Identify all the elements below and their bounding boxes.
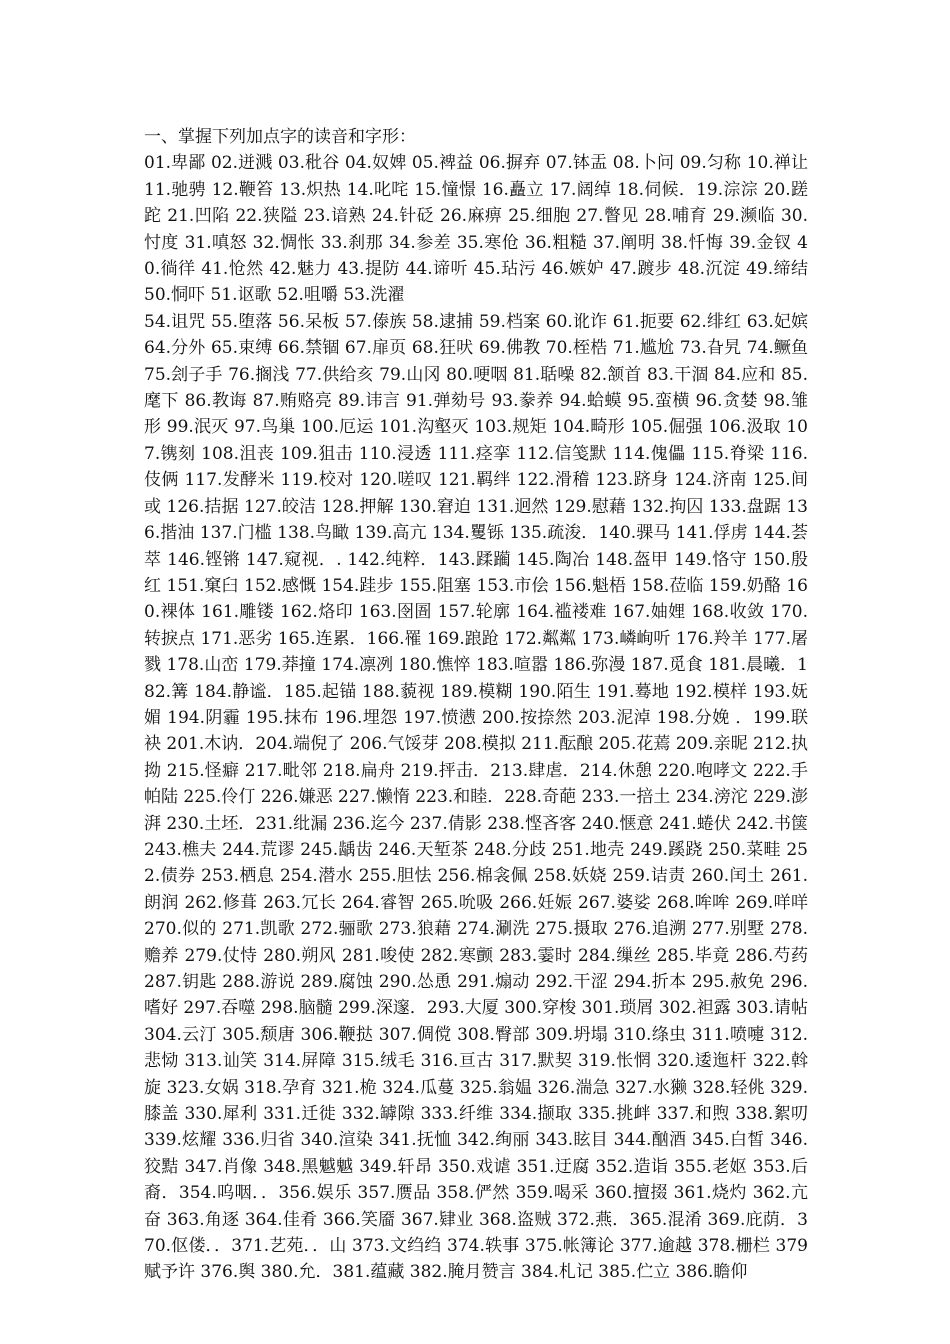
section-heading: 一、掌握下列加点字的读音和字形： (144, 127, 416, 147)
vocabulary-paragraph-2: 54.诅咒 55.堕落 56.呆板 57.傣族 58.逮捕 59.档案 60.讹诈 61.扼要 62.绯红 63.妃嫔 64.分外 65.束缚 66.禁锢 67.扉页 68.狂吠 69.佛教 70.桎梏 71.尴尬 73.旮旯 74.鳜鱼 75.刽子手 76.搁浅 77.供给亥 79.山冈 80.哽咽 81.聒噪 82.颔首 83.干涸 84.应和 85.麾下 86.教诲 87.贿赂亮 89.讳言 91.弹劾号 93.豢养 94.蛤蟆 95.蛮横 96.贪婪 98.雏形 99.泯灭 97.鸟巢 100.厄运 101.沟壑灭 103.规矩 104.畸形 105.倔强 106.汲取 107.镌刻 108.沮丧 109.狙击 110.浸透 111.痉挛 112.信笺默 114.傀儡 115.脊梁 116.伎俩 117.发酵米 119.校对 120.嗟叹 121.羁绊 122.滑稽 123.跻身 124.济南 125.间或 126.拮据 127.皎洁 128.押解 130.窘迫 131.迥然 129.慰藉 132.拘囚 133.盘踞 136.揩油 137.门槛 138.鸟瞰 139.高亢 134.矍铄 135.疏浚．140.骒马 141.俘虏 144.荟萃 146.铿锵 147.窥视．. 142.纯粹．143.蹂躏 145.陶冶 148.盔甲 149.恪守 150.殷红 151.窠臼 152.感慨 154.跬步 155.阻塞 153.市侩 156.魁梧 158.莅临 159.奶酪 160.裸体 161.雕镂 162.烙印 163.囹圄 157.轮廓 164.褴褛难 167.妯娌 168.收敛 170.转捩点 171.恶劣 165.连累．166.罹 169.踉跄 172.粼粼 173.嶙峋听 176.羚羊 177.屠戮 178.山峦 179.莽撞 174.凛冽 180.憔悴 183.喧嚣 186.弥漫 187.觅食 181.晨曦．182.篝 184.静谧．185.起锚 188.藐视 189.模糊 190.陌生 191.蓦地 192.模样 193.妩媚 194.阴霾 195.抹布 196.埋怨 197.愤懑 200.按捺然 203.泥淖 198.分娩 ．199.联袂 201.木讷．204.端倪了 206.气馁芽 208.模拟 211.酝酿 205.花蔫 209.亲昵 212.执拗 215.怪癖 217.毗邻 218.扁舟 219.抨击．213.肆虐．214.休憩 220.咆哮文 222.手帕陆 225.伶仃 226.嫌恶 227.懒惰 223.和睦．228.奇葩 233.一掊土 234.滂沱 229.澎湃 230.土坯．231.纰漏 236.迄今 237.倩影 238.悭吝客 240.惬意 241.蜷伏 242.书箧 243.樵夫 244.荒谬 245.龋齿 246.天堑茶 248.分歧 251.地壳 249.蹊跷 250.菜畦 252.债券 253.栖息 254.潜水 255.胆怯 256.棉衾佩 258.妖娆 259.诘责 260.闰土 261.朗润 262.修葺 263.冗长 264.睿智 265.吮吸 266.妊娠 267.婆娑 268.哞哞 269.咩咩 270.似的 271.凯歌 272.骊歌 273.狼藉 274.涮洗 275.摄取 276.追溯 277.别墅 278.赡养 279.仗恃 280.朔风 281.唆使 282.寒颤 283.霎时 284.缫丝 285.毕竟 286.芍药 287.钥匙 288.游说 289.腐蚀 290.怂恿 291.煽动 292.干涩 294.折本 295.赦免 296.嗜好 297.吞噬 298.脑髓 299.深邃．293.大厦 300.穿梭 301.琐屑 302.袒露 303.请帖 304.云汀 305.颓唐 306.鞭挞 307.倜傥 308.臀部 309.坍塌 310.绦虫 311.喷嚏 312.悲恸 313.讪笑 314.屏障 315.绒毛 316.亘古 317.默契 319.怅惘 320.逶迤杆 322.斡旋 323.女娲 318.孕育 321.桅 324.瓜蔓 325.翁媪 326.湍急 327.水獭 328.轻佻 329.膝盖 330.犀利 331.迁徙 332.罅隙 333.纤维 334.撷取 335.挑衅 337.和煦 338.絮叨 339.炫耀 336.归省 340.渲染 341.抚恤 342.绚丽 343.眩目 344.酗酒 345.白皙 346.狡黠 347.肖像 348.黑魆魆 349.轩昂 350.戏谑 351.迂腐 352.造诣 355.老妪 353.后裔．354.呜咽．．356.娱乐 357.赝品 358.俨然 359.喝采 360.擅掇 361.烧灼 362.亢奋 363.角逐 364.佳肴 366.笑靥 367.肄业 368.盗贼 372.燕．365.混淆 369.庇荫．370.伛偻．．371.艺苑．．山 373.文绉绉 374.轶事 375.帐簿论 377.逾越 378.栅栏 379 赋予许 376.舆 380.允．381.蕴藏 382.腌月赞言 384.札记 385.伫立 386.瞻仰 (144, 311, 808, 1283)
document-body (144, 124, 808, 1286)
vocabulary-paragraph-1: 01.卑鄙 02.迸溅 03.秕谷 04.奴婢 05.裨益 06.摒弃 07.钵盂 08.卜问 09.匀称 10.禅让 11.驰骋 12.鞭笞 13.炽热 14.叱咤 15.憧憬 16.矗立 17.阔绰 18.伺候．19.淙淙 20.蹉跎 21.凹陷 22.狭隘 23.谙熟 24.针砭 26.麻痹 25.细胞 27.瞥见 28.哺育 29.濒临 30.忖度 31.嗔怒 32.惆怅 33.刹那 34.参差 35.寒伧 36.粗糙 37.阐明 38.忏悔 39.金钗 40.徜徉 41.怆然 42.魅力 43.提防 44.谛听 45.玷污 46.嫉妒 47.踱步 48.沉淀 49.缔结 50.恫吓 51.讴歌 52.咀嚼 53.洗濯 (144, 153, 808, 306)
